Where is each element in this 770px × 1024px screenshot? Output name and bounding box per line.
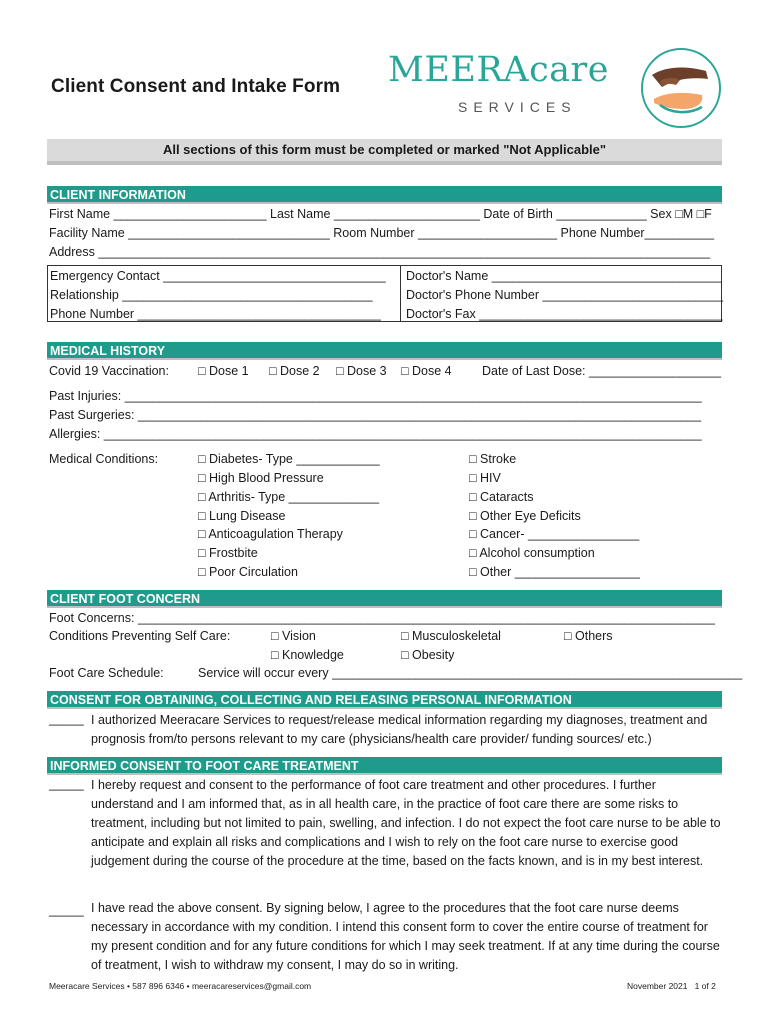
contacts-divider <box>400 266 401 321</box>
logo-main: MEERA <box>388 50 530 90</box>
condition-other-checkbox[interactable]: □ Other __________________ <box>469 565 640 579</box>
emergency-contact-field[interactable]: Emergency Contact ________________________________ <box>50 269 386 283</box>
foot-concerns-field[interactable]: Foot Concerns: ___________________________________________________________________________________ <box>49 611 715 625</box>
condition-anticoagulation-checkbox[interactable]: □ Anticoagulation Therapy <box>198 527 343 541</box>
facility-room-phone-line[interactable]: Facility Name _____________________________ Room Number ____________________ Phone Number__________ <box>49 226 715 240</box>
preventing-self-care-label: Conditions Preventing Self Care: <box>49 629 231 643</box>
informed-consent-heading: INFORMED CONSENT TO FOOT CARE TREATMENT <box>47 757 722 775</box>
condition-diabetes-checkbox[interactable]: □ Diabetes- Type ____________ <box>198 452 380 466</box>
service-frequency-field[interactable]: Service will occur every ___________________________________________________________ <box>198 666 743 680</box>
informed-consent-text: I hereby request and consent to the performance of foot care treatment and other procedures. I further understand and I am informed that, as in all health care, in the practice of foot care there are some risks to treatment, including but not limited to pain, swelling, and infection. I do not expect the foot care nurse to be able to anticipate and explain all risks and complications and I wish to rely on the foot care nurse to exercise good judgement during the course of the procedure at the time, based on the facts known, and is in my best interest. <box>91 778 721 868</box>
condition-cancer-checkbox[interactable]: □ Cancer- ________________ <box>469 527 640 541</box>
condition-cataracts-checkbox[interactable]: □ Cataracts <box>469 490 534 504</box>
relationship-field[interactable]: Relationship ____________________________________ <box>50 288 373 302</box>
foot-concern-heading: CLIENT FOOT CONCERN <box>47 590 722 608</box>
last-dose-field[interactable]: Date of Last Dose: ___________________ <box>482 364 722 378</box>
signature-consent-text: I have read the above consent. By signing below, I agree to the procedures that the foot care nurse deems necessary in accordance with my condition. I intend this consent form to cover the entire course of treatment for my present condition and for any future conditions for which I may seek treatment. If at any time during the course of treatment, I wish to withdraw my consent, I may do so in writing. <box>91 901 720 972</box>
logo-care: care <box>529 50 609 90</box>
footer-contact: Meeracare Services • 587 896 6346 • meeracareservices@gmail.com <box>49 981 312 991</box>
hands-logo-icon <box>640 47 722 129</box>
past-injuries-field[interactable]: Past Injuries: ___________________________________________________________________________________ <box>49 389 702 403</box>
doctors-name-field[interactable]: Doctor's Name _________________________________ <box>406 269 722 283</box>
covid-vaccination-label: Covid 19 Vaccination: <box>49 364 169 378</box>
dose-1-checkbox[interactable]: □ Dose 1 <box>198 364 249 378</box>
consent-info-text: I authorized Meeracare Services to request/release medical information regarding my diagnoses, treatment and prognosis from/to persons relevant to my care (physicians/health care provider/ funding sources/ etc.) <box>91 713 708 746</box>
logo-wordmark <box>388 50 609 90</box>
others-checkbox[interactable]: □ Others <box>564 629 613 643</box>
footer-page-info: November 2021 1 of 2 <box>627 981 716 991</box>
knowledge-checkbox[interactable]: □ Knowledge <box>271 648 344 662</box>
vision-checkbox[interactable]: □ Vision <box>271 629 316 643</box>
allergies-field[interactable]: Allergies: ______________________________________________________________________________________ <box>49 427 702 441</box>
informed-consent-initial-field[interactable]: _____ <box>49 777 84 791</box>
obesity-checkbox[interactable]: □ Obesity <box>401 648 455 662</box>
name-dob-sex-line[interactable]: First Name ______________________ Last Name _____________________ Date of Birth _____________ Sex □M □F <box>49 207 712 221</box>
condition-circulation-checkbox[interactable]: □ Poor Circulation <box>198 565 298 579</box>
consent-information-heading: CONSENT FOR OBTAINING, COLLECTING AND RELEASING PERSONAL INFORMATION <box>47 691 722 709</box>
condition-lung-checkbox[interactable]: □ Lung Disease <box>198 509 286 523</box>
condition-eye-deficits-checkbox[interactable]: □ Other Eye Deficits <box>469 509 581 523</box>
doctors-phone-field[interactable]: Doctor's Phone Number __________________________ <box>406 288 724 302</box>
dose-2-checkbox[interactable]: □ Dose 2 <box>269 364 320 378</box>
past-surgeries-field[interactable]: Past Surgeries: _________________________________________________________________________________ <box>49 408 702 422</box>
address-line[interactable]: Address ________________________________________________________________________________________ <box>49 245 711 259</box>
page-title: Client Consent and Intake Form <box>51 76 341 97</box>
condition-frostbite-checkbox[interactable]: □ Frostbite <box>198 546 258 560</box>
dose-4-checkbox[interactable]: □ Dose 4 <box>401 364 452 378</box>
condition-stroke-checkbox[interactable]: □ Stroke <box>469 452 517 466</box>
condition-hiv-checkbox[interactable]: □ HIV <box>469 471 501 485</box>
condition-arthritis-checkbox[interactable]: □ Arthritis- Type _____________ <box>198 490 380 504</box>
medical-conditions-label: Medical Conditions: <box>49 452 159 466</box>
doctors-fax-field[interactable]: Doctor's Fax ___________________________________ <box>406 307 723 321</box>
dose-3-checkbox[interactable]: □ Dose 3 <box>336 364 387 378</box>
musculoskeletal-checkbox[interactable]: □ Musculoskeletal <box>401 629 501 643</box>
completion-notice: All sections of this form must be completed or marked "Not Applicable" <box>47 139 722 165</box>
signature-consent-initial-field[interactable]: _____ <box>49 903 84 917</box>
consent-info-initial-field[interactable]: _____ <box>49 712 84 726</box>
logo-subtitle: SERVICES <box>458 99 577 115</box>
client-information-heading: CLIENT INFORMATION <box>47 186 722 204</box>
contacts-box <box>47 265 722 322</box>
condition-alcohol-checkbox[interactable]: □ Alcohol consumption <box>469 546 595 560</box>
medical-history-heading: MEDICAL HISTORY <box>47 342 722 360</box>
phone-number-field[interactable]: Phone Number ___________________________________ <box>50 307 381 321</box>
foot-care-schedule-label: Foot Care Schedule: <box>49 666 164 680</box>
condition-blood-pressure-checkbox[interactable]: □ High Blood Pressure <box>198 471 324 485</box>
